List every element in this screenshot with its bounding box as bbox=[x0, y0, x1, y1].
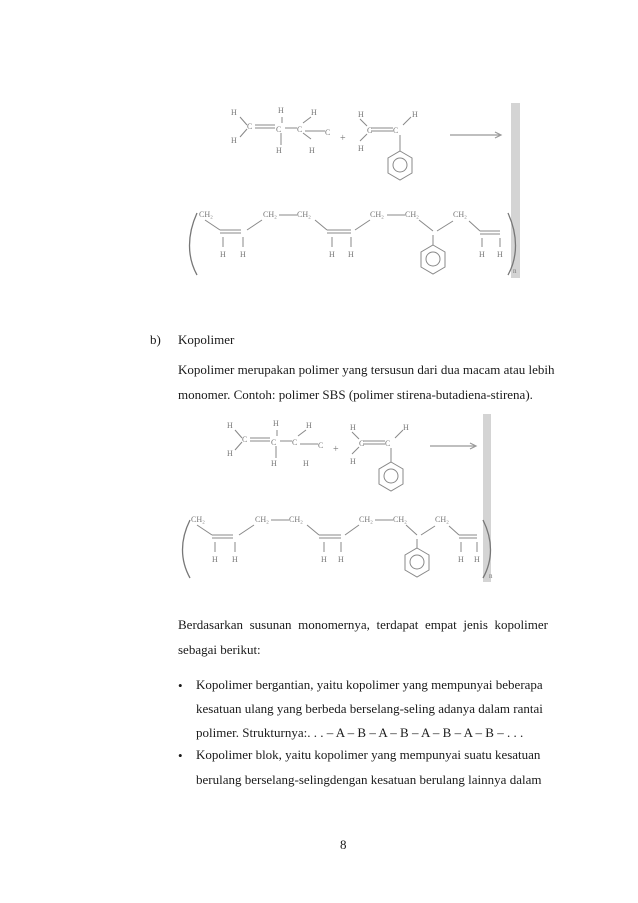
atom-label: H bbox=[403, 423, 409, 432]
atom-label: H bbox=[348, 250, 354, 259]
atom-label: H bbox=[311, 108, 317, 117]
atom-label: H bbox=[306, 421, 312, 430]
atom-label: H bbox=[231, 108, 237, 117]
atom-label: H bbox=[412, 110, 418, 119]
group-label: CH₂ bbox=[199, 210, 213, 219]
bullet-2-line-1: Kopolimer blok, yaitu kopolimer yang mempunyai suatu kesatuan bbox=[196, 747, 541, 762]
atom-label: H bbox=[278, 106, 284, 115]
group-label: CH₂ bbox=[435, 515, 449, 524]
atom-label: H bbox=[232, 555, 238, 564]
atom-label: H bbox=[474, 555, 480, 564]
group-label: CH₂ bbox=[297, 210, 311, 219]
atom-label: H bbox=[240, 250, 246, 259]
atom-label: C bbox=[359, 439, 365, 448]
atom-label: C bbox=[318, 441, 324, 450]
atom-label: H bbox=[273, 419, 279, 428]
plus-sign: + bbox=[340, 133, 346, 144]
group-label: CH₂ bbox=[359, 515, 373, 524]
atom-label: H bbox=[458, 555, 464, 564]
section-heading: Kopolimer bbox=[178, 332, 235, 347]
group-label: CH₂ bbox=[405, 210, 419, 219]
bullet-symbol: • bbox=[178, 748, 183, 763]
reaction-diagram-copolymer bbox=[175, 410, 505, 585]
atom-label: H bbox=[350, 457, 356, 466]
atom-label: C bbox=[292, 438, 298, 447]
bullet-1-line-1: Kopolimer bergantian, yaitu kopolimer yang mempunyai beberapa bbox=[196, 677, 543, 692]
reaction-diagram-top bbox=[175, 95, 535, 280]
atom-label: C bbox=[276, 125, 282, 134]
atom-label: C bbox=[325, 128, 331, 137]
atom-label: H bbox=[479, 250, 485, 259]
atom-label: H bbox=[358, 144, 364, 153]
subscript-n: n bbox=[513, 267, 517, 275]
atom-label: H bbox=[227, 421, 233, 430]
intro-line-1: Kopolimer merupakan polimer yang tersusun dari dua macam atau lebih bbox=[178, 362, 555, 377]
atom-label: C bbox=[271, 438, 277, 447]
atom-label: H bbox=[350, 423, 356, 432]
intro-line-2: monomer. Contoh: polimer SBS (polimer stirena-butadiena-stirena). bbox=[178, 387, 533, 402]
group-label: CH₂ bbox=[191, 515, 205, 524]
atom-label: H bbox=[231, 136, 237, 145]
types-line-1: Berdasarkan susunan monomernya, terdapat empat jenis kopolimer bbox=[178, 617, 548, 632]
atom-label: H bbox=[303, 459, 309, 468]
atom-label: H bbox=[329, 250, 335, 259]
atom-label: H bbox=[271, 459, 277, 468]
group-label: CH₂ bbox=[289, 515, 303, 524]
bullet-1-line-3: polimer. Strukturnya:. . . – A – B – A – B – A – B – A – B – . . . bbox=[196, 725, 524, 740]
atom-label: H bbox=[497, 250, 503, 259]
atom-label: H bbox=[227, 449, 233, 458]
types-line-2: sebagai berikut: bbox=[178, 642, 261, 657]
atom-label: H bbox=[309, 146, 315, 155]
bullet-2-line-2: berulang berselang-selingdengan kesatuan berulang lainnya dalam bbox=[196, 772, 542, 787]
atom-label: H bbox=[321, 555, 327, 564]
atom-label: H bbox=[338, 555, 344, 564]
group-label: CH₂ bbox=[370, 210, 384, 219]
subscript-n: n bbox=[489, 572, 493, 580]
atom-label: C bbox=[385, 439, 391, 448]
bullet-symbol: • bbox=[178, 678, 183, 693]
atom-label: H bbox=[220, 250, 226, 259]
atom-label: C bbox=[393, 126, 399, 135]
plus-sign: + bbox=[333, 444, 339, 455]
atom-label: H bbox=[276, 146, 282, 155]
section-marker: b) bbox=[150, 332, 161, 347]
atom-label: H bbox=[358, 110, 364, 119]
atom-label: C bbox=[297, 125, 303, 134]
group-label: CH₂ bbox=[255, 515, 269, 524]
atom-label: C bbox=[242, 435, 248, 444]
atom-label: C bbox=[247, 122, 253, 131]
atom-label: H bbox=[212, 555, 218, 564]
group-label: CH₂ bbox=[263, 210, 277, 219]
group-label: CH₂ bbox=[393, 515, 407, 524]
bullet-1-line-2: kesatuan ulang yang berbeda berselang-seling adanya dalam rantai bbox=[196, 701, 543, 716]
atom-label: C bbox=[367, 126, 373, 135]
page-number: 8 bbox=[340, 837, 347, 852]
group-label: CH₂ bbox=[453, 210, 467, 219]
